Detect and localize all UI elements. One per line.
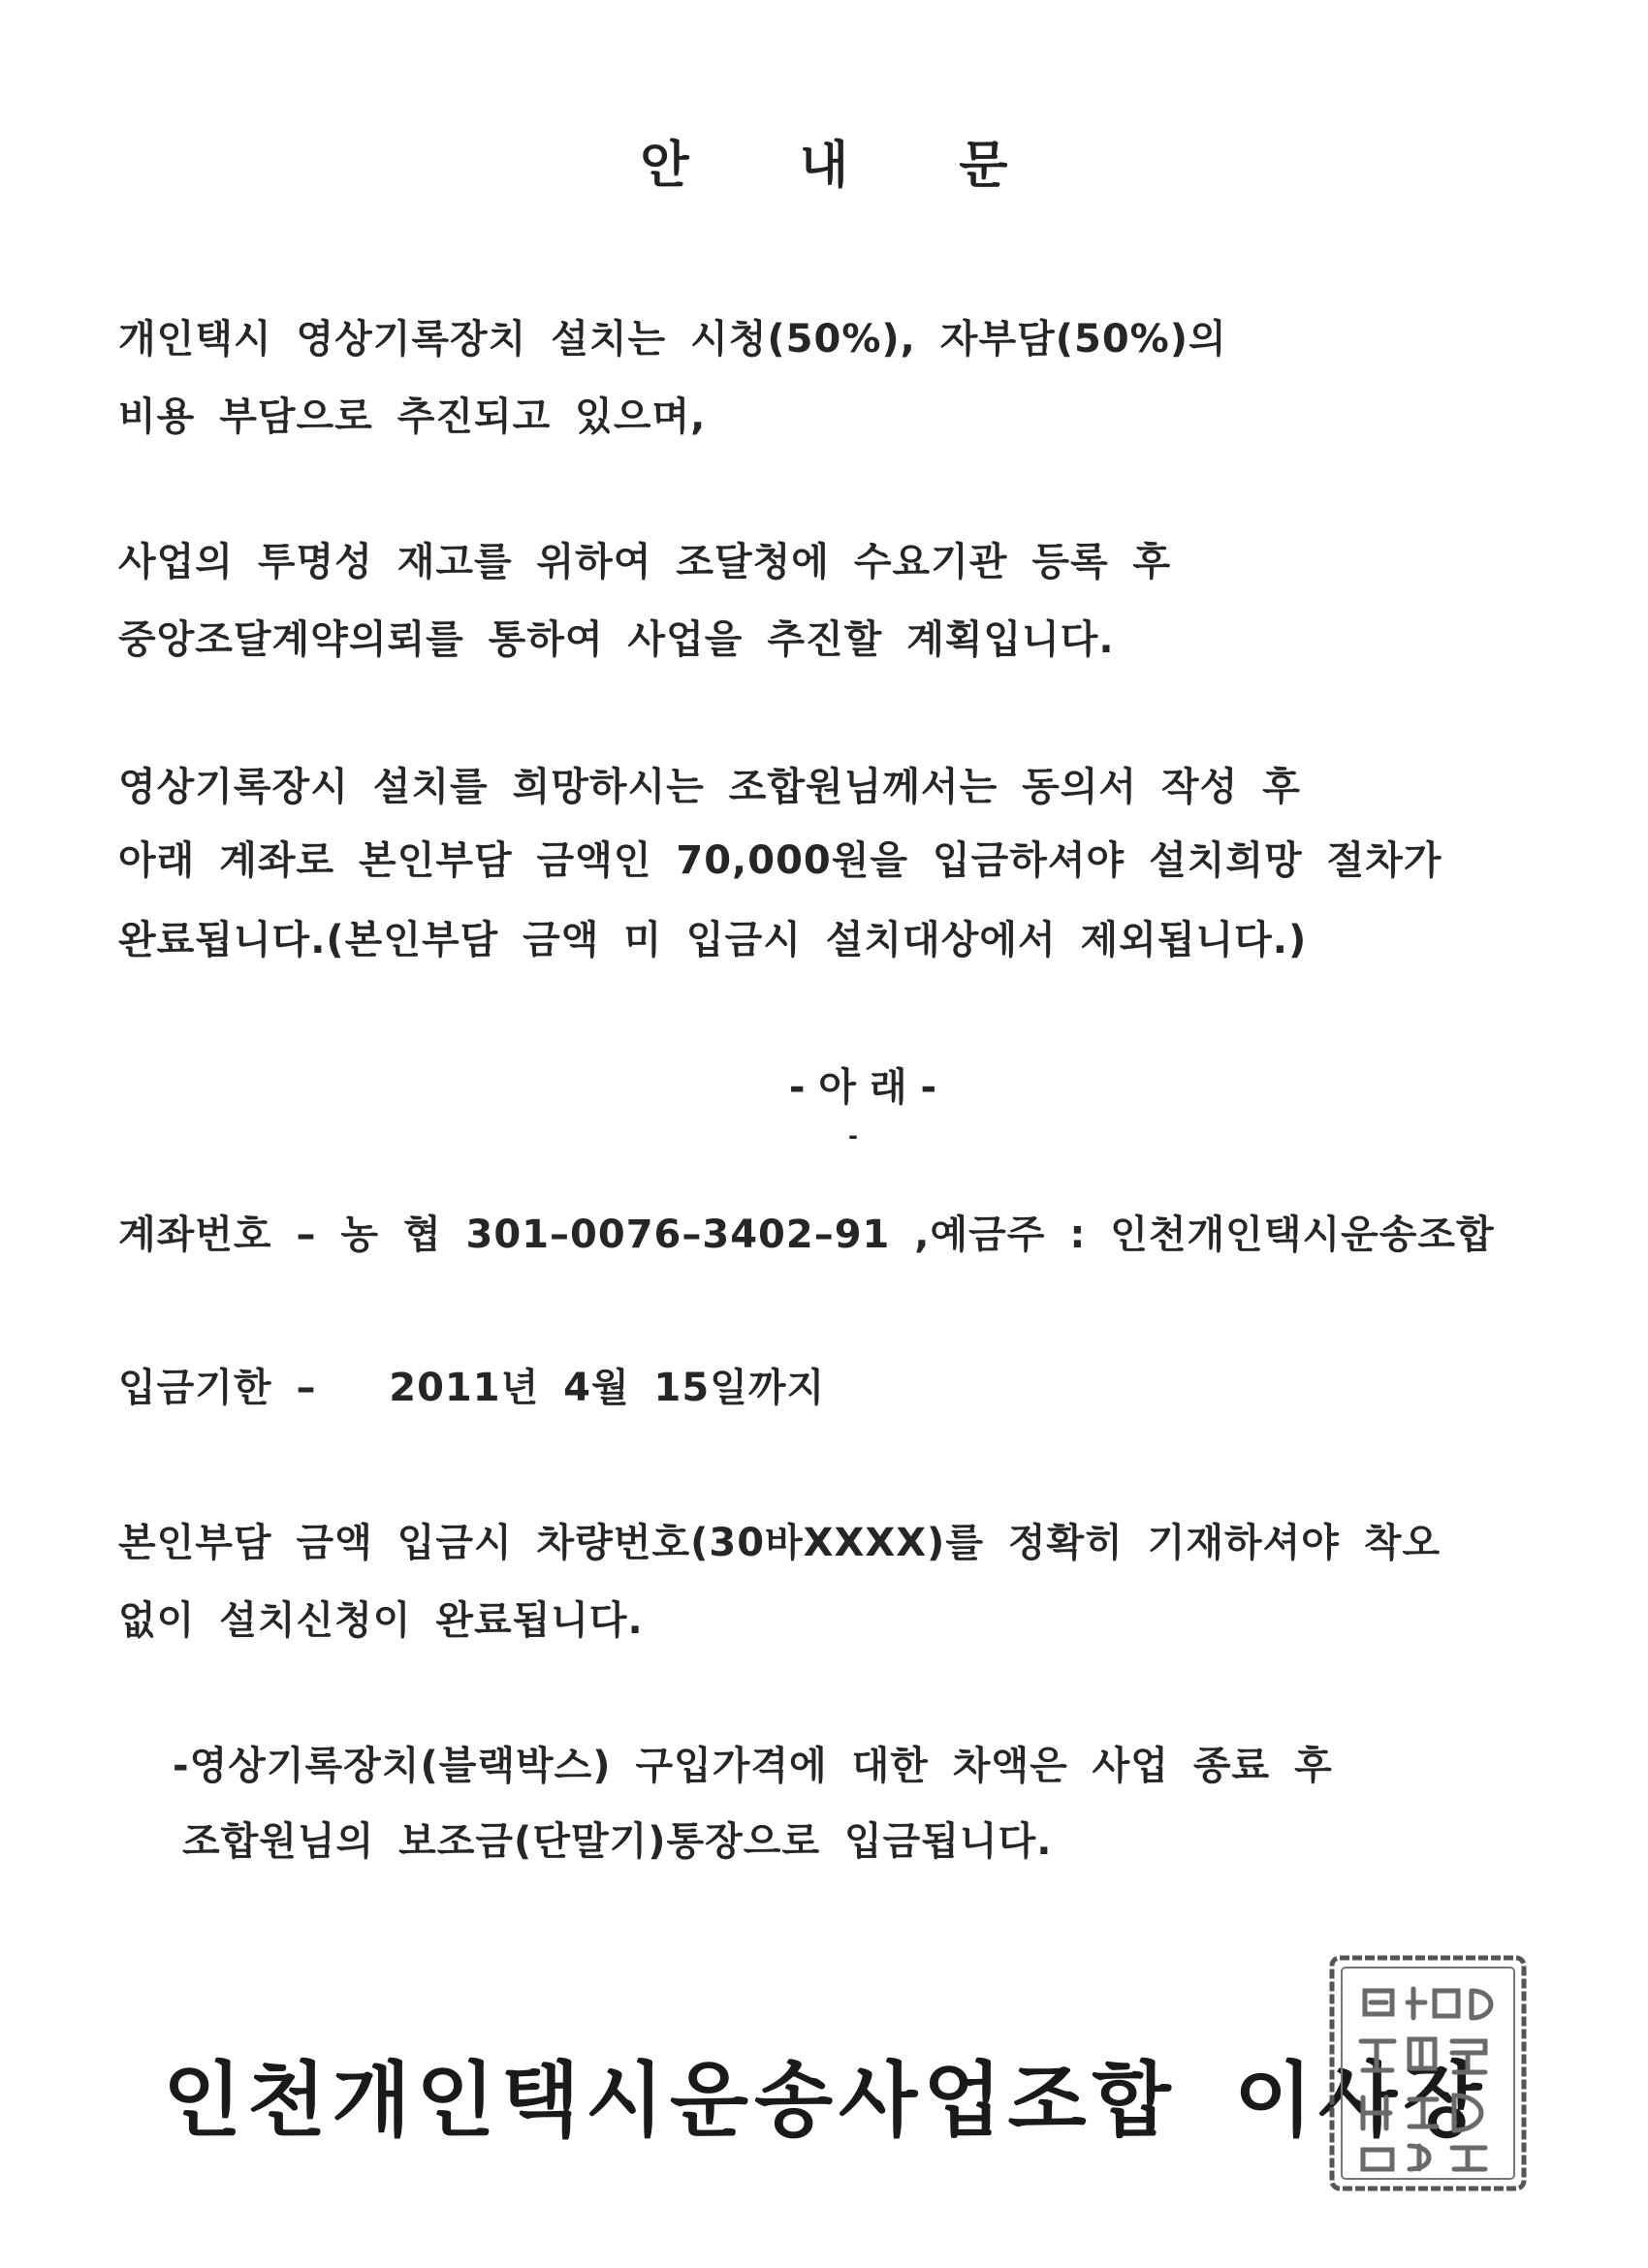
note-line-2: 조합원님의 보조금(단말기)통장으로 입금됩니다. xyxy=(182,1819,1053,1864)
official-seal-stamp xyxy=(1326,1952,1530,2194)
paragraph-3-line-2: 아래 계좌로 본인부담 금액인 70,000원을 입금하셔야 설치희망 절차가 xyxy=(118,838,1442,883)
signature-chairman: 인천개인택시운송사업조합 이사장 xyxy=(163,2053,1488,2148)
section-heading: - 아 래 - xyxy=(788,1065,937,1110)
deposit-deadline-line: 입금기한 – 2011년 4월 15일까지 xyxy=(118,1366,826,1410)
account-number-line: 계좌번호 – 농 협 301–0076–3402–91 ,예금주 : 인천개인택시운송조합 xyxy=(118,1213,1495,1257)
paragraph-1-line-1: 개인택시 영상기록장치 설치는 시청(50%), 자부담(50%)의 xyxy=(118,317,1227,362)
note-line-1: -영상기록장치(블랙박스) 구입가격에 대한 차액은 사업 종료 후 xyxy=(173,1744,1333,1788)
paragraph-2-line-2: 중앙조달계약의뢰를 통하여 사업을 추진할 계획입니다. xyxy=(118,617,1115,662)
instruction-line-1: 본인부담 금액 입금시 차량번호(30바XXXX)를 정확히 기재하셔야 착오 xyxy=(118,1521,1442,1565)
paragraph-1-line-2: 비용 부담으로 추진되고 있으며, xyxy=(118,394,707,439)
section-dash: - xyxy=(848,1122,858,1150)
paragraph-3-line-1: 영상기록장시 설치를 희망하시는 조합원님께서는 동의서 작성 후 xyxy=(118,765,1301,809)
paragraph-2-line-1: 사업의 투명성 재고를 위하여 조달청에 수요기관 등록 후 xyxy=(118,540,1172,584)
instruction-line-2: 없이 설치신청이 완료됩니다. xyxy=(118,1598,644,1643)
paragraph-3-line-3: 완료됩니다.(본인부담 금액 미 입금시 설치대상에서 제외됩니다.) xyxy=(118,918,1308,962)
document-title: 안 내 문 xyxy=(640,137,1055,195)
